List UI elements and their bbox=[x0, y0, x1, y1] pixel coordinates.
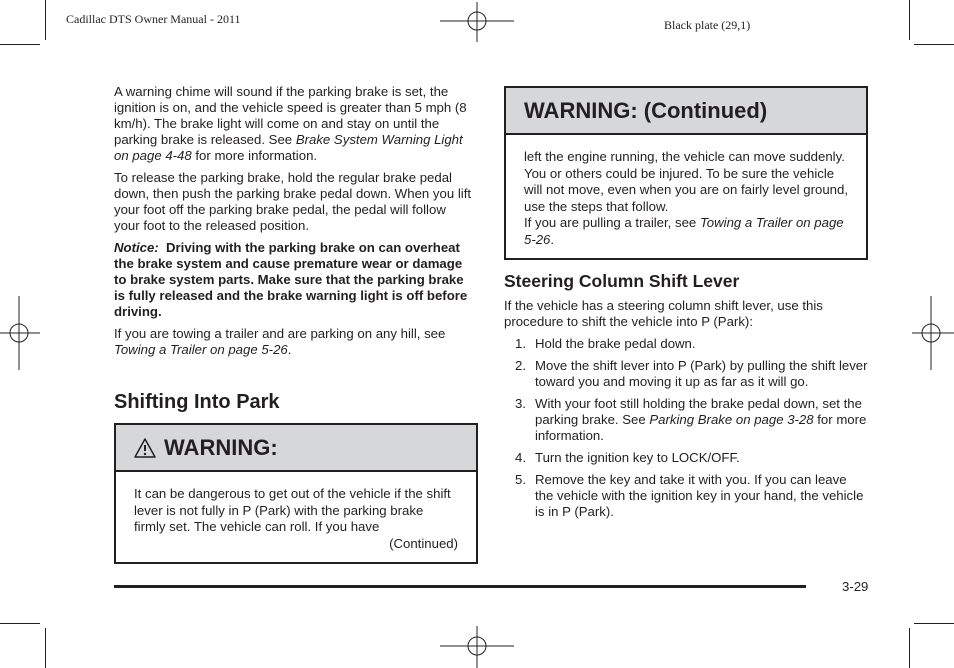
step-number: 2. bbox=[515, 358, 526, 373]
registration-mark-icon bbox=[440, 2, 514, 42]
trailer-text-end: . bbox=[550, 231, 555, 247]
registration-mark-icon bbox=[0, 296, 40, 370]
release-paragraph: To release the parking brake, hold the regular brake pedal down, then push the parking brake pedal down. When you lift your foot off the parking brake pedal, the pedal will follow your foot to the released position. bbox=[114, 170, 472, 233]
footer-rule bbox=[114, 585, 806, 588]
warning-title: WARNING: bbox=[164, 434, 278, 460]
step-text: Hold the brake pedal down. bbox=[535, 336, 696, 351]
step-number: 5. bbox=[515, 472, 526, 487]
step-number: 3. bbox=[515, 396, 526, 411]
chime-paragraph bbox=[114, 84, 474, 164]
warning-continued-box bbox=[504, 86, 868, 260]
parking-brake-reference: Parking Brake on page 3-28 bbox=[649, 412, 814, 427]
registration-mark-icon bbox=[912, 296, 954, 370]
warning-header bbox=[116, 425, 476, 472]
steps-list bbox=[504, 336, 868, 520]
warning-text: It can be dangerous to get out of the vehicle if the shift lever is not fully in P (Park) with the parking brake firmly set. The vehicle can roll. If you have bbox=[134, 486, 451, 534]
list-item bbox=[504, 472, 868, 520]
step-number: 4. bbox=[515, 450, 526, 465]
list-item bbox=[504, 336, 868, 352]
towing-trailer-reference: Towing a Trailer on page 5-26 bbox=[524, 215, 844, 247]
list-item bbox=[504, 450, 868, 466]
warning-continued-trailer bbox=[524, 215, 848, 248]
step-text: With your foot still holding the brake pedal down, set the parking brake. See bbox=[535, 396, 862, 427]
header-plate-info: Black plate (29,1) bbox=[664, 18, 751, 32]
notice-paragraph bbox=[114, 240, 474, 320]
list-item bbox=[504, 396, 868, 444]
towing-paragraph bbox=[114, 326, 474, 358]
warning-continued-body bbox=[506, 135, 866, 248]
towing-trailer-reference: Towing a Trailer on page 5-26 bbox=[114, 342, 288, 357]
step-text: Move the shift lever into P (Park) by pulling the shift lever toward you and moving it up as far as it will go. bbox=[535, 358, 868, 389]
step-text: Remove the key and take it with you. If you can leave the vehicle with the ignition key in your hand, the vehicle is in P (Park). bbox=[535, 472, 864, 519]
warning-continued-title: WARNING: (Continued) bbox=[524, 97, 768, 123]
notice-label: Notice: bbox=[114, 240, 159, 255]
brake-warning-light-reference: Brake System Warning Light on page 4-48 bbox=[114, 132, 463, 163]
intro-paragraph: If the vehicle has a steering column shift lever, use this procedure to shift the vehicle into P (Park): bbox=[504, 298, 823, 329]
trailer-text: If you are pulling a trailer, see bbox=[524, 215, 700, 230]
warning-continued-label: (Continued) bbox=[389, 535, 458, 551]
warning-body bbox=[116, 472, 476, 552]
step-text: Turn the ignition key to LOCK/OFF. bbox=[535, 450, 740, 465]
notice-text: Driving with the parking brake on can overheat the brake system and cause premature wear or damage to brake system parts. Make sure that the parking brake is fully released and the brake warning light is off before driving. bbox=[114, 240, 468, 319]
chime-text: A warning chime will sound if the parking brake is set, the ignition is on, and the vehicle speed is greater than 5 mph (8 km/h). The brake light will come on and stay on until the parking brake is released. See bbox=[114, 84, 467, 147]
right-column bbox=[504, 270, 868, 526]
step-text-end: for more information. bbox=[535, 412, 867, 443]
towing-text-end: . bbox=[287, 342, 292, 357]
warning-continued-text: left the engine running, the vehicle can move suddenly. You or others could be injured. To be sure the vehicle will not move, even when you are on fairly level ground, use the steps that follow. bbox=[524, 149, 849, 214]
registration-mark-icon bbox=[440, 626, 514, 668]
header-manual-title: Cadillac DTS Owner Manual - 2011 bbox=[66, 12, 241, 26]
step-number: 1. bbox=[515, 336, 526, 351]
section-heading-steering-column-shift-lever: Steering Column Shift Lever bbox=[504, 271, 740, 291]
warning-continued-header bbox=[506, 88, 866, 135]
section-heading-shifting-into-park: Shifting Into Park bbox=[114, 391, 280, 413]
chime-text-end: for more information. bbox=[191, 148, 318, 163]
towing-text: If you are towing a trailer and are parking on any hill, see bbox=[114, 326, 446, 341]
page-number: 3-29 bbox=[842, 579, 869, 594]
left-column bbox=[114, 84, 474, 364]
list-item bbox=[504, 358, 868, 390]
warning-triangle-icon bbox=[134, 437, 156, 459]
warning-box bbox=[114, 423, 478, 564]
